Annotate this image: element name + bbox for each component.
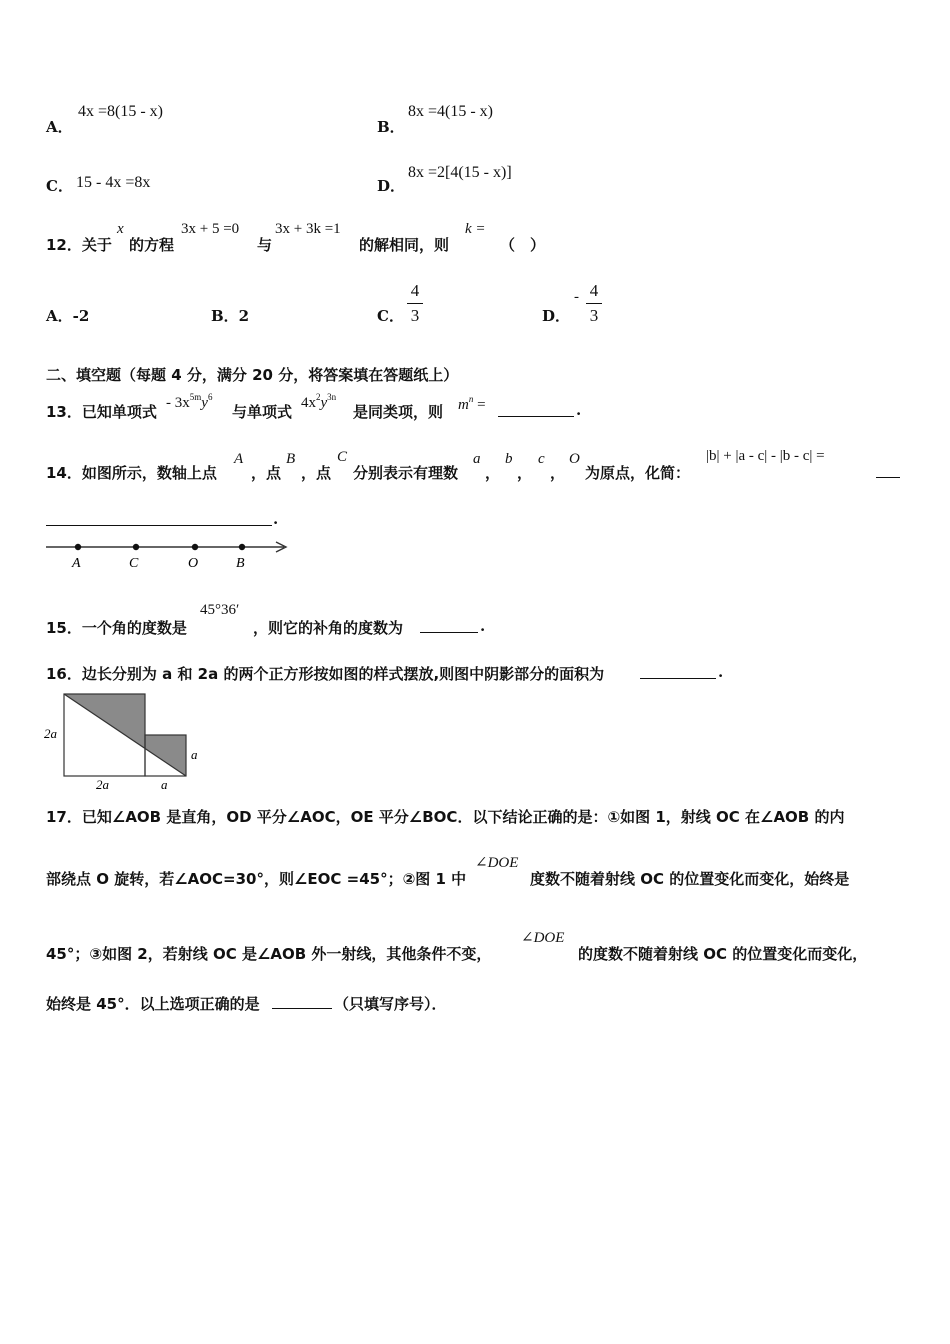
q12-var-x: x	[117, 221, 124, 237]
q16-end: .	[718, 663, 724, 681]
q11-option-a-expr: 4x =8(15 - x)	[78, 103, 164, 120]
number-line-label-o: O	[188, 556, 199, 571]
q14-prefix: 14．如图所示，数轴上点	[46, 464, 217, 482]
q12-option-c-denominator: 3	[410, 306, 420, 325]
q11-option-c-label: C．	[46, 177, 73, 195]
q16-text: 16．边长分别为 a 和 2a 的两个正方形按如图的样式摆放,则图中阴影部分的面积为	[46, 665, 605, 683]
q12-k-eq: k =	[465, 221, 486, 237]
q12-option-c-label: C．	[377, 307, 404, 325]
q13-monomial-2	[301, 392, 336, 412]
q17-line-3b: 的度数不随着射线 OC 的位置变化而变化，	[578, 945, 868, 963]
q11-option-d-expr: 8x =2[4(15 - x)]	[408, 164, 512, 181]
q13-m-power-n	[458, 394, 486, 414]
q14-answer-blank-1[interactable]	[876, 463, 900, 482]
q14-mid: 分别表示有理数	[353, 464, 459, 482]
number-line-label-c: C	[129, 556, 139, 571]
q12-option-b: B．2	[211, 307, 250, 325]
q14-sep1: ，点	[251, 464, 282, 482]
q12-mid3: 的解相同，则	[359, 236, 450, 254]
q14-var-c: c	[538, 451, 545, 467]
q11-option-a-label: A．	[46, 118, 73, 136]
q15-prefix: 15．一个角的度数是	[46, 619, 187, 637]
q14-sep2: ，点	[301, 464, 332, 482]
number-line-dot-c	[133, 544, 139, 550]
number-line-label-b: B	[236, 556, 245, 571]
q14-point-a: A	[234, 451, 244, 467]
q12-option-c-numerator: 4	[410, 281, 420, 300]
q17-answer-blank[interactable]	[272, 994, 332, 1013]
q13-monomial-2-base: 4x	[301, 395, 316, 411]
q16-label-bottom-small: a	[161, 777, 168, 792]
q16-answer-blank[interactable]	[640, 664, 716, 683]
q14-answer-blank-2[interactable]	[46, 511, 272, 530]
q16-squares-figure	[40, 688, 220, 794]
q12-paren: （ ）	[500, 236, 546, 254]
q14-var-a: a	[473, 451, 481, 467]
q14-comma-3: ，	[550, 464, 566, 482]
q12-option-d-sign: -	[574, 289, 579, 305]
q13-mid: 与单项式	[232, 403, 293, 421]
number-line-dot-o	[192, 544, 198, 550]
q12-prefix: 12．关于	[46, 236, 112, 254]
q14-expression: |b| + |a - c| - |b - c| =	[706, 448, 825, 464]
q14-var-b: b	[505, 451, 513, 467]
number-line-label-a: A	[72, 556, 81, 571]
q12-option-d-denominator: 3	[589, 306, 599, 325]
q13-m: m	[458, 397, 469, 413]
q17-line-2b: 度数不随着射线 OC 的位置变化而变化，始终是	[530, 870, 850, 888]
q13-eq: =	[477, 397, 486, 413]
q13-monomial-1-base: - 3x	[166, 395, 190, 411]
q12-option-d-numerator: 4	[589, 281, 599, 300]
q17-angle-doe-2: ∠DOE	[521, 930, 565, 946]
q12-option-c-fraction	[407, 281, 423, 326]
q12-mid2: 与	[257, 236, 273, 254]
q13-monomial-2-yexp: 3n	[327, 392, 337, 402]
q16-label-right: a	[191, 747, 198, 762]
q15-end: .	[480, 617, 486, 635]
q13-end: .	[576, 401, 582, 419]
q15-angle: 45°36′	[200, 602, 240, 618]
q13-monomial-1-yexp: 6	[207, 392, 213, 402]
q12-option-d-fraction	[586, 281, 602, 326]
q14-comma-1: ，	[485, 464, 501, 482]
q13-monomial-1-y: y	[201, 395, 208, 411]
q17-angle-doe-1: ∠DOE	[475, 855, 519, 871]
q12-equation-1: 3x + 5 =0	[181, 221, 240, 237]
q12-equation-2: 3x + 3k =1	[275, 221, 341, 237]
q14-point-c: C	[337, 449, 348, 465]
q14-comma-2: ，	[517, 464, 533, 482]
q13-monomial-2-exp: 2	[316, 392, 321, 402]
q14-origin-o: O	[569, 451, 580, 467]
q17-line-4: 始终是 45°．以上选项正确的是	[46, 995, 260, 1013]
q13-prefix: 13．已知单项式	[46, 403, 157, 421]
q17-line-4-end: （只填写序号）．	[334, 995, 447, 1013]
q17-line-2a: 部绕点 O 旋转，若∠AOC=30°，则∠EOC =45°；②图 1 中	[46, 870, 467, 888]
q11-option-b-expr: 8x =4(15 - x)	[408, 103, 494, 120]
q13-monomial-1	[166, 392, 212, 412]
q14-suffix: 为原点，化简：	[585, 464, 691, 482]
q13-n: n	[468, 394, 474, 404]
q17-line-3a: 45°；③如图 2，若射线 OC 是∠AOB 外一射线，其他条件不变，	[46, 945, 492, 963]
number-line-dot-a	[75, 544, 81, 550]
q12-mid1: 的方程	[129, 236, 175, 254]
q13-answer-blank[interactable]	[498, 402, 574, 421]
q11-option-b-label: B．	[377, 118, 405, 136]
q15-answer-blank[interactable]	[420, 618, 478, 637]
q12-option-d-label: D．	[542, 307, 571, 325]
q13-monomial-2-y: y	[320, 395, 328, 411]
q15-suffix: ，则它的补角的度数为	[253, 619, 404, 637]
number-line-dot-b	[239, 544, 245, 550]
section-2-title: 二、填空题（每题 4 分，满分 20 分，将答案填在答题纸上）	[46, 366, 459, 384]
q16-label-left: 2a	[44, 726, 57, 741]
q13-suffix: 是同类项，则	[353, 403, 444, 421]
q12-option-a: A．-2	[46, 307, 90, 325]
q11-option-d-label: D．	[377, 177, 406, 195]
q14-point-b: B	[286, 451, 296, 467]
q13-monomial-1-exp: 5m	[189, 392, 202, 402]
q17-line-1: 17．已知∠AOB 是直角，OD 平分∠AOC，OE 平分∠BOC．以下结论正确的是：①如图 1，射线 OC 在∠AOB 的内	[46, 808, 845, 826]
q14-end: .	[273, 510, 279, 528]
q11-option-c-expr: 15 - 4x =8x	[76, 174, 151, 191]
q16-label-bottom-large: 2a	[96, 777, 109, 792]
number-line-figure	[40, 535, 295, 575]
